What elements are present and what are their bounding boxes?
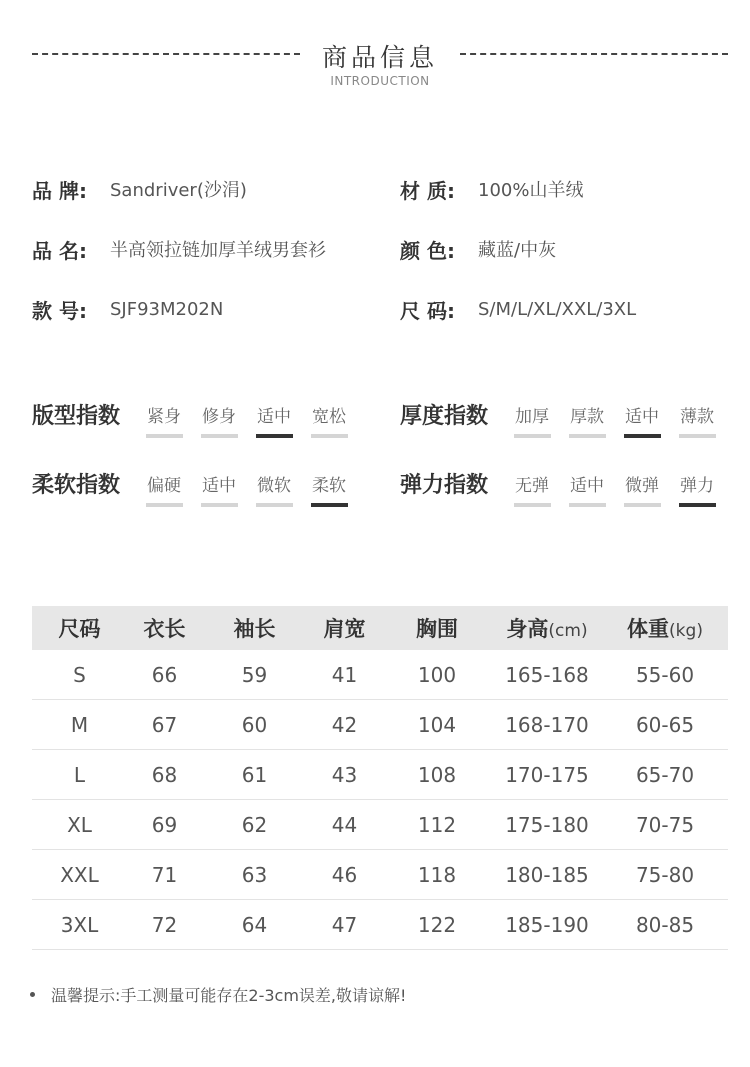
index-bar (146, 503, 183, 507)
index-bar (311, 503, 348, 507)
table-cell: XXL (60, 862, 99, 887)
index-softness (32, 471, 366, 507)
table-cell: 47 (331, 912, 358, 937)
index-fit-option: 适中 (256, 402, 311, 438)
table-cell: 108 (417, 762, 457, 787)
measurement-tip (30, 983, 406, 1006)
info-name-label: 品 名: (32, 238, 87, 263)
info-brand-value: Sandriver(沙涓) (110, 180, 247, 201)
table-cell: 72 (151, 912, 178, 937)
table-cell: 62 (241, 812, 268, 837)
index-bar (569, 503, 606, 507)
table-cell: 185-190 (505, 912, 589, 937)
header-cell: 尺码 (58, 617, 101, 641)
table-cell: 168-170 (505, 712, 589, 737)
index-bar (146, 434, 183, 438)
table-cell: 69 (151, 812, 178, 837)
index-bar (514, 434, 551, 438)
header-cell: 体重(kg) (627, 617, 703, 641)
table-cell: 46 (331, 862, 358, 887)
index-bar (256, 503, 293, 507)
index-fit-option: 紧身 (146, 402, 201, 438)
index-elasticity-option: 无弹 (514, 471, 569, 507)
table-cell: 43 (331, 762, 358, 787)
index-bar (201, 434, 238, 438)
index-elasticity-scale (514, 471, 734, 507)
table-row (32, 800, 728, 850)
index-bar (679, 503, 716, 507)
table-cell: M (70, 712, 89, 737)
index-bar (679, 434, 716, 438)
table-cell: 104 (417, 712, 457, 737)
table-cell: 66 (151, 662, 178, 687)
index-fit (32, 402, 366, 438)
info-size-label: 尺 码: (400, 298, 455, 323)
index-thickness-option: 薄款 (679, 402, 734, 438)
bullet-icon (30, 992, 35, 997)
table-cell: 71 (151, 862, 178, 887)
table-cell: 118 (417, 862, 457, 887)
index-softness-option: 柔软 (311, 471, 366, 507)
index-bar (624, 503, 661, 507)
index-elasticity-label: 弹力指数 (400, 473, 489, 498)
table-cell: 165-168 (505, 662, 589, 687)
index-fit-option: 宽松 (311, 402, 366, 438)
index-bar (201, 503, 238, 507)
index-bar (624, 434, 661, 438)
index-elasticity (400, 471, 734, 507)
info-color-label: 颜 色: (400, 238, 455, 263)
table-cell: S (73, 662, 86, 687)
index-thickness-option: 加厚 (514, 402, 569, 438)
index-softness-label: 柔软指数 (32, 473, 121, 498)
info-model (32, 294, 223, 324)
info-material-value: 100%山羊绒 (478, 180, 584, 201)
index-bar (569, 434, 606, 438)
table-row (32, 650, 728, 700)
info-size (400, 294, 636, 324)
info-size-value: S/M/L/XL/XXL/3XL (478, 298, 637, 320)
index-fit-scale (146, 402, 366, 438)
table-row (32, 750, 728, 800)
table-cell: L (73, 762, 86, 787)
info-color-value: 藏蓝/中灰 (478, 240, 557, 261)
table-cell: 170-175 (505, 762, 589, 787)
table-row (32, 900, 728, 950)
table-cell: 60-65 (635, 712, 695, 737)
table-cell: 68 (151, 762, 178, 787)
index-elasticity-option: 微弹 (624, 471, 679, 507)
info-model-label: 款 号: (32, 298, 87, 323)
info-brand-label: 品 牌: (32, 178, 87, 203)
table-cell: 122 (417, 912, 457, 937)
index-softness-option: 适中 (201, 471, 256, 507)
info-name (32, 234, 326, 264)
index-softness-option: 偏硬 (146, 471, 201, 507)
header-cell: 肩宽 (323, 617, 366, 641)
table-cell: 64 (241, 912, 268, 937)
index-elasticity-option: 弹力 (679, 471, 734, 507)
index-thickness-option: 厚款 (569, 402, 624, 438)
index-bar (256, 434, 293, 438)
index-elasticity-option: 适中 (569, 471, 624, 507)
index-softness-scale (146, 471, 366, 507)
tip-text: 温馨提示:手工测量可能存在2-3cm误差,敬请谅解! (51, 986, 407, 1005)
section-subtitle: INTRODUCTION (330, 74, 430, 88)
index-thickness-scale (514, 402, 734, 438)
table-cell: 180-185 (505, 862, 589, 887)
table-cell: 65-70 (635, 762, 695, 787)
info-material-label: 材 质: (400, 178, 455, 203)
index-thickness (400, 402, 734, 438)
table-cell: 70-75 (635, 812, 695, 837)
table-cell: 42 (331, 712, 358, 737)
header-divider-left (32, 53, 300, 55)
table-cell: 175-180 (505, 812, 589, 837)
info-color (400, 234, 556, 264)
header-cell: 袖长 (233, 617, 276, 641)
table-cell: 112 (417, 812, 457, 837)
info-material (400, 174, 583, 204)
table-cell: XL (67, 812, 92, 837)
header-divider-right (460, 53, 728, 55)
index-fit-label: 版型指数 (32, 404, 121, 429)
index-bar (514, 503, 551, 507)
table-cell: 55-60 (635, 662, 695, 687)
section-title: 商品信息 (321, 43, 438, 72)
index-thickness-option: 适中 (624, 402, 679, 438)
table-cell: 80-85 (635, 912, 695, 937)
info-brand (32, 174, 247, 204)
table-cell: 60 (241, 712, 268, 737)
table-row (32, 700, 728, 750)
header-cell: 身高(cm) (506, 617, 588, 641)
table-row (32, 850, 728, 900)
index-fit-option: 修身 (201, 402, 256, 438)
table-cell: 75-80 (635, 862, 695, 887)
table-cell: 3XL (60, 912, 99, 937)
table-cell: 100 (417, 662, 457, 687)
size-table (32, 606, 728, 950)
table-cell: 63 (241, 862, 268, 887)
table-cell: 41 (331, 662, 358, 687)
table-cell: 61 (241, 762, 268, 787)
header-cell: 胸围 (416, 617, 458, 641)
info-model-value: SJF93M202N (110, 298, 224, 320)
table-cell: 67 (151, 712, 178, 737)
info-name-value: 半高领拉链加厚羊绒男套衫 (110, 240, 326, 261)
header-cell: 衣长 (143, 617, 186, 641)
index-softness-option: 微软 (256, 471, 311, 507)
index-bar (311, 434, 348, 438)
size-table-header (32, 606, 728, 650)
index-thickness-label: 厚度指数 (400, 404, 489, 429)
table-cell: 44 (331, 812, 358, 837)
table-cell: 59 (241, 662, 268, 687)
